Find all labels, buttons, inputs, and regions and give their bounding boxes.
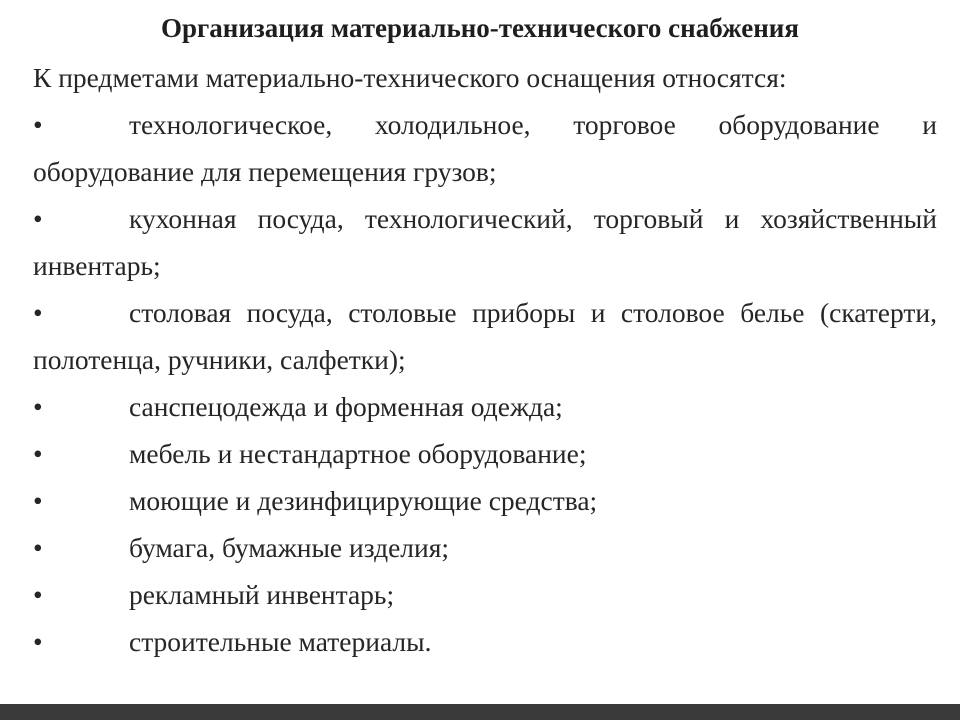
bullet-icon: • [33,438,43,469]
list-item [33,571,937,618]
bullet-icon: • [33,203,43,234]
list-item-text: строительные материалы. [129,626,432,657]
list-item-text: мебель и нестандартное оборудование; [129,438,587,469]
list-item-text: санспецодежда и форменная одежда; [129,391,563,422]
list-item [33,524,937,571]
list-item [33,618,937,665]
list-item-text: бумага, бумажные изделия; [129,532,450,563]
bullet-icon: • [33,532,43,563]
bottom-bar [0,704,960,720]
list-item-text: технологическое, холодильное, торговое оборудование и оборудование для перемещения грузов; [33,109,937,187]
list-item [33,383,937,430]
bullet-icon: • [33,626,43,657]
list-item-text: кухонная посуда, технологический, торговый и хозяйственный инвентарь; [33,203,937,281]
intro-text: К предметами материально-технического оснащения относятся: [33,62,787,93]
bullet-icon: • [33,579,43,610]
list-item [33,477,937,524]
list-item [33,195,937,289]
bullet-icon: • [33,109,43,140]
list-item [33,289,937,383]
bullet-icon: • [33,297,43,328]
slide-content [33,54,937,665]
list-item-text: моющие и дезинфицирующие средства; [129,485,598,516]
list-item [33,430,937,477]
slide-title: Организация материально-технического снабжения [161,13,799,43]
list-item [33,101,937,195]
bullet-icon: • [33,391,43,422]
list-item-text: рекламный инвентарь; [129,579,395,610]
list-item-text: столовая посуда, столовые приборы и столовое белье (скатерти, полотенца, ручники, салфетки); [33,297,937,375]
bullet-icon: • [33,485,43,516]
